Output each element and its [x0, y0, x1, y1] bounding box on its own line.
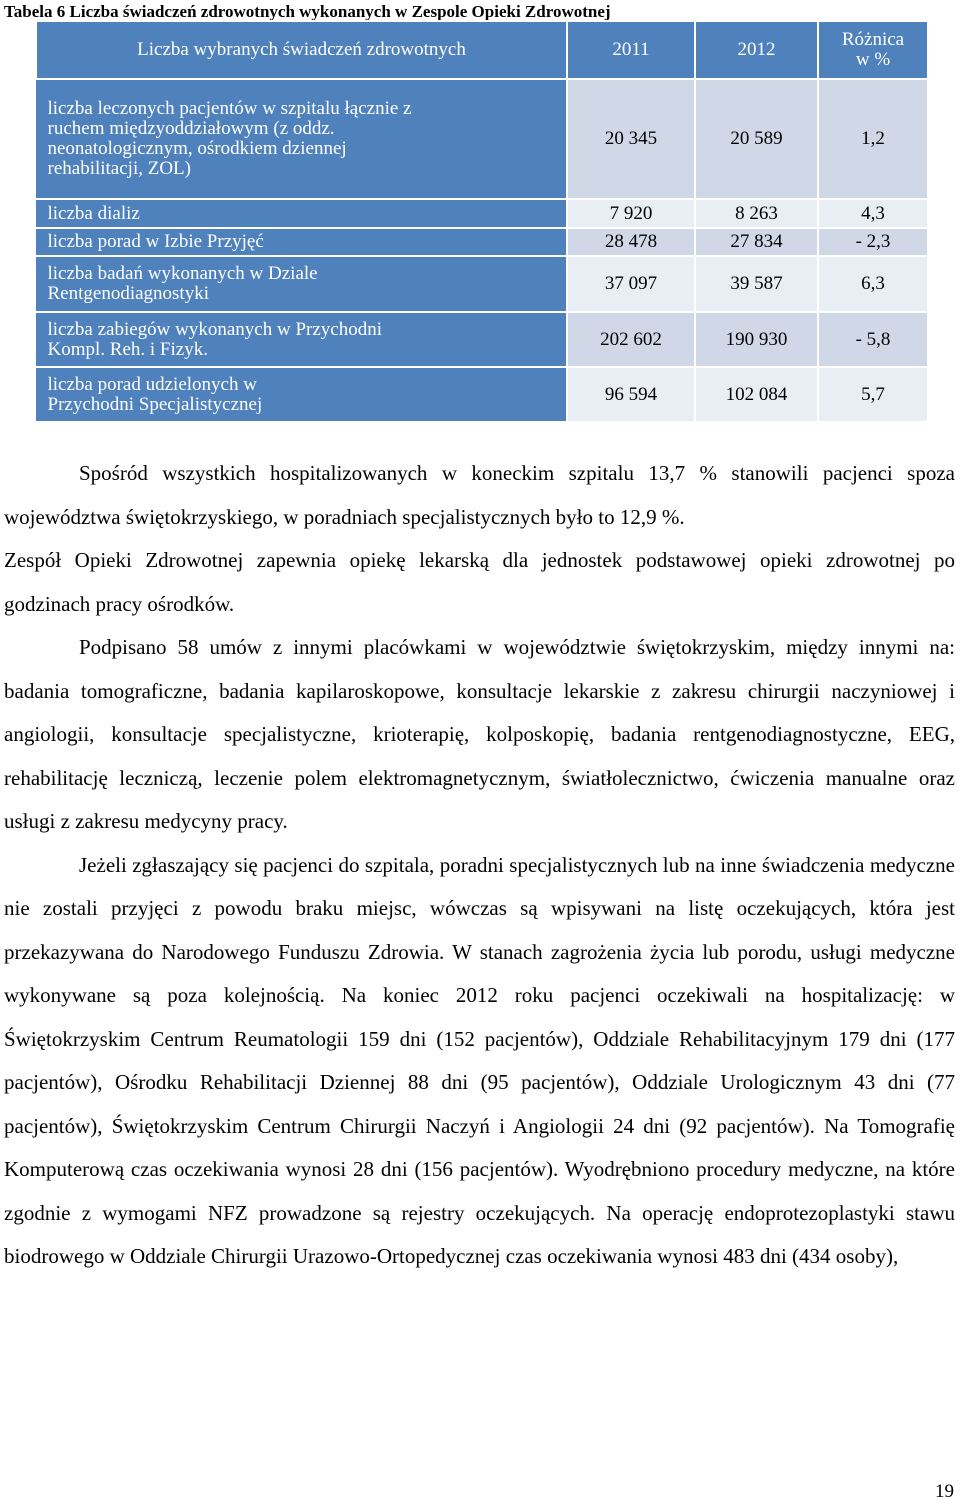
- table-row: [36, 228, 928, 256]
- row-value-difference: - 5,8: [818, 312, 928, 367]
- row-value-2011: 37 097: [567, 256, 695, 312]
- row-value-difference: 6,3: [818, 256, 928, 312]
- row-value-difference: - 2,3: [818, 228, 928, 256]
- row-value-2012: 39 587: [695, 256, 818, 312]
- row-value-2011: 20 345: [567, 79, 695, 199]
- header-label: Liczba wybranych świadczeń zdrowotnych: [36, 21, 567, 79]
- row-label: liczba porad udzielonych w Przychodni Specjalistycznej: [36, 367, 567, 422]
- row-label: liczba zabiegów wykonanych w Przychodni Kompl. Reh. i Fizyk.: [36, 312, 567, 367]
- row-value-difference: 1,2: [818, 79, 928, 199]
- table-caption: Tabela 6 Liczba świadczeń zdrowotnych wykonanych w Zespole Opieki Zdrowotnej: [4, 2, 611, 21]
- header-2012: 2012: [695, 21, 818, 79]
- row-value-2011: 7 920: [567, 199, 695, 228]
- row-value-2011: 96 594: [567, 367, 695, 422]
- table-row: [36, 79, 928, 199]
- row-label: liczba badań wykonanych w Dziale Rentgenodiagnostyki: [36, 256, 567, 312]
- row-value-difference: 4,3: [818, 199, 928, 228]
- table-row: [36, 312, 928, 367]
- table-row: [36, 367, 928, 422]
- paragraph: Spośród wszystkich hospitalizowanych w koneckim szpitalu 13,7 % stanowili pacjenci spoza województwa świętokrzyskiego, w poradniach specjalistycznych było to 12,9 %.: [4, 461, 955, 529]
- table-row: [36, 256, 928, 312]
- paragraph: Podpisano 58 umów z innymi placówkami w województwie świętokrzyskim, między innymi na: badania tomograficzne, badania kapilaroskopowe, konsultacje lekarskie z zakresu chirurgii naczyniowej i angiologii, konsultacje specjalistyczne, krioterapię, kolposkopię, badania rentgenodiagnostyczne, EEG, rehabilitację leczniczą, leczenie polem elektromagnetycznym, światłolecznictwo, ćwiczenia manualne oraz usługi z zakresu medycyny pracy.: [4, 635, 955, 833]
- page-number: 19: [935, 1481, 954, 1502]
- row-label: liczba dializ: [36, 199, 567, 228]
- row-value-2012: 27 834: [695, 228, 818, 256]
- row-label: liczba porad w Izbie Przyjęć: [36, 228, 567, 256]
- row-value-2012: 20 589: [695, 79, 818, 199]
- row-value-2011: 28 478: [567, 228, 695, 256]
- body-text: [4, 452, 955, 1279]
- header-difference: Różnica w %: [818, 21, 928, 79]
- header-2011: 2011: [567, 21, 695, 79]
- row-value-2011: 202 602: [567, 312, 695, 367]
- paragraph: Zespół Opieki Zdrowotnej zapewnia opiekę lekarską dla jednostek podstawowej opieki zdrowotnej po godzinach pracy ośrodków.: [4, 548, 955, 616]
- table-row: [36, 199, 928, 228]
- row-value-2012: 8 263: [695, 199, 818, 228]
- table-header-row: [36, 21, 928, 79]
- paragraph: Jeżeli zgłaszający się pacjenci do szpitala, poradni specjalistycznych lub na inne świadczenia medyczne nie zostali przyjęci z powodu braku miejsc, wówczas są wpisywani na listę oczekujących, która jest przekazywana do Narodowego Funduszu Zdrowia. W stanach zagrożenia życia lub porodu, usługi medyczne wykonywane są poza kolejnością. Na koniec 2012 roku pacjenci oczekiwali na hospitalizację: w Świętokrzyskim Centrum Reumatologii 159 dni (152 pacjentów), Oddziale Rehabilitacyjnym 179 dni (177 pacjentów), Ośrodku Rehabilitacji Dziennej 88 dni (95 pacjentów), Oddziale Urologicznym 43 dni (77 pacjentów), Świętokrzyskim Centrum Chirurgii Naczyń i Angiologii 24 dni (92 pacjentów). Na Tomografię Komputerową czas oczekiwania wynosi 28 dni (156 pacjentów). Wyodrębniono procedury medyczne, na które zgodnie z wymogami NFZ prowadzone są rejestry oczekujących. Na operację endoprotezoplastyki stawu biodrowego w Oddziale Chirurgii Urazowo-Ortopedycznej czas oczekiwania wynosi 483 dni (434 osoby),: [4, 852, 955, 1268]
- row-value-2012: 190 930: [695, 312, 818, 367]
- row-value-2012: 102 084: [695, 367, 818, 422]
- row-label: liczba leczonych pacjentów w szpitalu łącznie z ruchem międzyoddziałowym (z oddz. neonatologicznym, ośrodkiem dziennej rehabilitacji, ZOL): [36, 79, 567, 199]
- services-table: [35, 20, 929, 423]
- row-value-difference: 5,7: [818, 367, 928, 422]
